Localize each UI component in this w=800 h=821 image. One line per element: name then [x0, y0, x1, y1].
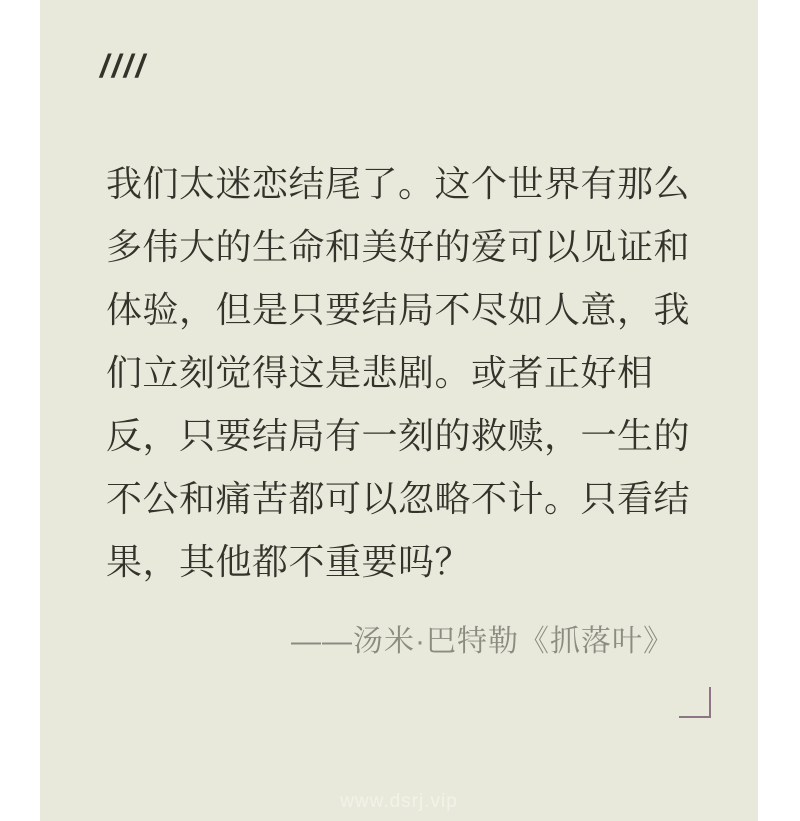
quote-card	[40, 0, 758, 821]
quote-line: 多伟大的生命和美好的爱可以见证和	[106, 226, 691, 267]
quote-line: 们立刻觉得这是悲剧。或者正好相	[106, 352, 654, 393]
quote-line: 不公和痛苦都可以忽略不计。只看结	[106, 478, 691, 519]
watermark: www.dsrj.vip	[340, 791, 458, 812]
quote-line: 果，其他都不重要吗？	[106, 541, 472, 582]
decorative-slashes: ////	[100, 48, 148, 84]
corner-bracket-decoration	[679, 687, 711, 718]
quote-line: 我们太迷恋结尾了。这个世界有那么	[106, 163, 691, 204]
quote-line: 反，只要结局有一刻的救赎，一生的	[106, 415, 691, 456]
attribution: ——汤米·巴特勒《抓落叶》	[291, 625, 674, 658]
quote-line: 体验，但是只要结局不尽如人意，我	[106, 289, 691, 330]
quote-text	[106, 152, 690, 593]
